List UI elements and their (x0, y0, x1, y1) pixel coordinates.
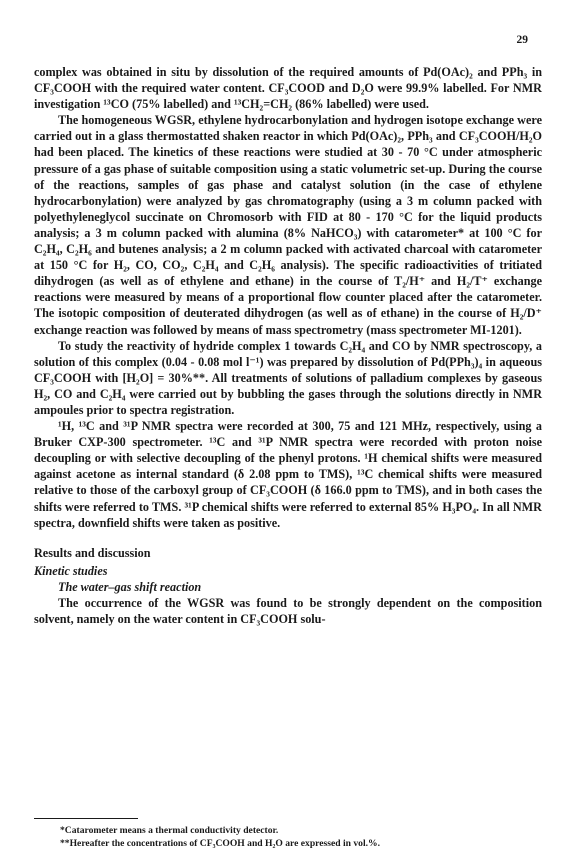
paragraph-intro: complex was obtained in situ by dissolution of the required amounts of Pd(OAc)₂ and PPh₃ in CF₃COOH with the required water content. CF₃COOD and D₂O were 99.9% labelled. For NMR investigation ¹³CO (75% labelled) and ¹³CH₂=CH₂ (86% labelled) were used. (34, 65, 542, 112)
subsection-heading: Kinetic studies (34, 563, 108, 578)
paragraph-nmr-hydride: To study the reactivity of hydride complex 1 towards C₂H₄ and CO by NMR spectroscopy, a solution of this complex (0.04 - 0.08 mol l⁻¹) was prepared by dissolution of Pd(PPh₃)₄ in aqueous CF₃COOH with [H₂O] = 30%**. All treatments of solutions of palladium complexes by gaseous H₂, CO and C₂H₄ were carried out by bubbling the gases through the solutions directly in NMR ampoules prior to spectra registration. (34, 338, 542, 417)
section-heading: Results and discussion (34, 545, 151, 560)
footnotes (60, 824, 530, 850)
page-number: 29 (516, 34, 528, 46)
paragraph-reaction-procedures: The homogeneous WGSR, ethylene hydrocarbonylation and hydrogen isotope exchange were carried out in a glass thermostatted shaken reactor in which Pd(OAc)₂, PPh₃ and CF₃COOH/H₂O had been placed. The kinetics of these reactions were studied at 30 - 70 °C under atmospheric pressure of a gas phase of suitable composition using a static volumetric set-up. During the course of the reactions, samples of gas phase and catalyst solution (in the case of ethylene hydrocarbonylation) were analyzed by gas chromatography (using a 3 m column packed with polyethyleneglycol succinate on Chromosorb with FID at 80 - 170 °C for the liquid products analysis; a 3 m column packed with alumina (8% NaHCO₃) with catarometer* at 100 °C for C₂H₄, C₂H₆ and butenes analysis; a 2 m column packed with activated charcoal with catarometer at 150 °C for H₂, CO, CO₂, C₂H₄ and C₂H₆ analysis). The specific radioactivities of tritiated dihydrogen (as well as of ethylene and ethane) in the course of T₂/H⁺ and H₂/T⁺ exchange reactions were measured by means of a proportional flow counter placed after the catarometer. The isotopic composition of deuterated dihydrogen (as well as of ethane) in the course of H₂/D⁺ exchange reaction was followed by means of mass spectrometry (mass spectrometer MI-1201). (34, 113, 542, 337)
paragraph-nmr-spectra: ¹H, ¹³C and ³¹P NMR spectra were recorded at 300, 75 and 121 MHz, respectively, using a Bruker CXP-300 spectrometer. ¹³C and ³¹P NMR spectra were recorded with proton noise decoupling or with selective decoupling of the phenyl protons. ¹H chemical shifts were measured against acetone as internal standard (δ 2.08 ppm to TMS), ¹³C chemical shifts were measured relative to those of the carboxyl group of CF₃COOH (δ 166.0 ppm to TMS), and in both cases the shifts were referred to TMS. ³¹P chemical shifts were referred to external 85% H₃PO₄. In all NMR spectra, downfield shifts were taken as positive. (34, 419, 542, 530)
footnote-divider (34, 818, 138, 819)
subsubsection-heading: The water–gas shift reaction (58, 579, 202, 594)
paragraph-wgsr: The occurrence of the WGSR was found to be strongly dependent on the composition solvent, namely on the water content in CF₃COOH solu- (34, 596, 542, 627)
footnote-concentrations: **Hereafter the concentrations of CF₃COOH and H₂O are expressed in vol.%. (60, 838, 381, 849)
footnote-catarometer: *Catarometer means a thermal conductivity detector. (60, 825, 279, 836)
body-text (34, 64, 542, 627)
